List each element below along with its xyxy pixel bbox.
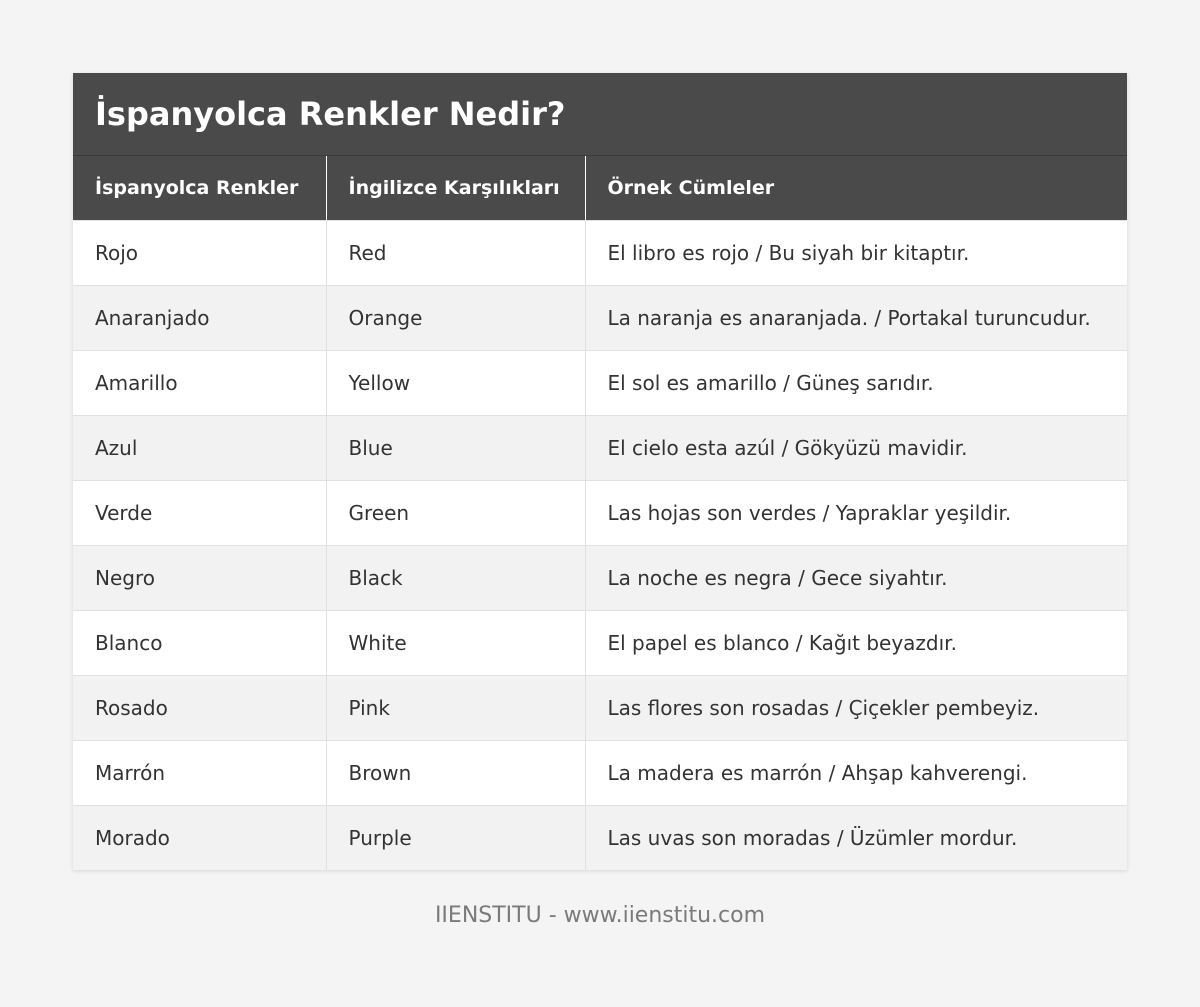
table-title: İspanyolca Renkler Nedir? xyxy=(73,73,1127,156)
example-sentence-cell: El libro es rojo / Bu siyah bir kitaptır. xyxy=(585,220,1127,285)
english-color-cell: Red xyxy=(326,220,585,285)
spanish-color-cell: Amarillo xyxy=(73,350,326,415)
table-row xyxy=(73,415,1127,480)
english-color-cell: Black xyxy=(326,545,585,610)
footer-credit: IIENSTITU - www.iienstitu.com xyxy=(434,903,766,928)
colors-table xyxy=(73,156,1127,870)
spanish-color-cell: Azul xyxy=(73,415,326,480)
header-english-equivalents: İngilizce Karşılıkları xyxy=(326,156,585,220)
example-sentence-cell: El papel es blanco / Kağıt beyazdır. xyxy=(585,610,1127,675)
spanish-color-cell: Verde xyxy=(73,480,326,545)
example-sentence-cell: Las flores son rosadas / Çiçekler pembeyiz. xyxy=(585,675,1127,740)
header-spanish-colors: İspanyolca Renkler xyxy=(73,156,326,220)
spanish-color-cell: Negro xyxy=(73,545,326,610)
spanish-color-cell: Marrón xyxy=(73,740,326,805)
english-color-cell: Pink xyxy=(326,675,585,740)
example-sentence-cell: Las hojas son verdes / Yapraklar yeşildir. xyxy=(585,480,1127,545)
table-row xyxy=(73,350,1127,415)
english-color-cell: Orange xyxy=(326,285,585,350)
color-table-card xyxy=(73,73,1127,870)
english-color-cell: Purple xyxy=(326,805,585,870)
spanish-color-cell: Anaranjado xyxy=(73,285,326,350)
table-row xyxy=(73,220,1127,285)
table-row xyxy=(73,545,1127,610)
example-sentence-cell: Las uvas son moradas / Üzümler mordur. xyxy=(585,805,1127,870)
english-color-cell: Green xyxy=(326,480,585,545)
english-color-cell: Brown xyxy=(326,740,585,805)
example-sentence-cell: El cielo esta azúl / Gökyüzü mavidir. xyxy=(585,415,1127,480)
table-row xyxy=(73,805,1127,870)
table-row xyxy=(73,610,1127,675)
table-row xyxy=(73,480,1127,545)
english-color-cell: Yellow xyxy=(326,350,585,415)
spanish-color-cell: Rosado xyxy=(73,675,326,740)
english-color-cell: Blue xyxy=(326,415,585,480)
table-header-row xyxy=(73,156,1127,220)
spanish-color-cell: Rojo xyxy=(73,220,326,285)
example-sentence-cell: La noche es negra / Gece siyahtır. xyxy=(585,545,1127,610)
example-sentence-cell: El sol es amarillo / Güneş sarıdır. xyxy=(585,350,1127,415)
english-color-cell: White xyxy=(326,610,585,675)
table-row xyxy=(73,740,1127,805)
spanish-color-cell: Morado xyxy=(73,805,326,870)
header-example-sentences: Örnek Cümleler xyxy=(585,156,1127,220)
example-sentence-cell: La naranja es anaranjada. / Portakal turuncudur. xyxy=(585,285,1127,350)
example-sentence-cell: La madera es marrón / Ahşap kahverengi. xyxy=(585,740,1127,805)
spanish-color-cell: Blanco xyxy=(73,610,326,675)
table-row xyxy=(73,285,1127,350)
table-row xyxy=(73,675,1127,740)
